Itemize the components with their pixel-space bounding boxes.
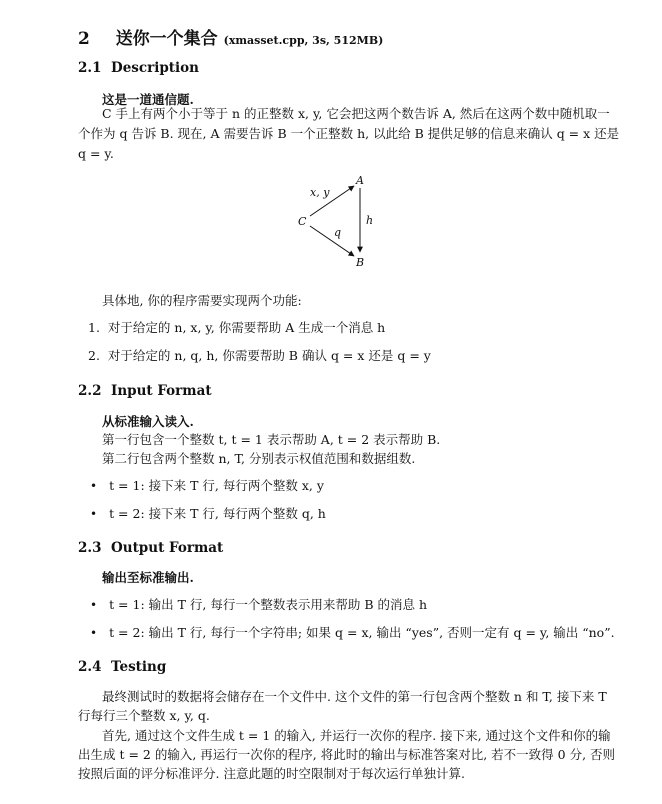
subsection-number: 2.4 [78,659,102,675]
description-item-2 [88,346,431,364]
subsection-input-heading [78,383,212,399]
subsection-title: Output Format [111,540,224,556]
node-b: B [356,256,365,269]
subsection-number: 2.3 [78,540,102,556]
subsection-testing-heading [78,659,166,675]
bullet-marker: • [90,598,98,612]
description-lead: 这是一道通信题. [102,92,194,107]
testing-line-1: 最终测试时的数据将会储存在一个文件中. 这个文件的第一行包含两个整数 n 和 T, 接下来 T [102,689,607,704]
edge-label-q: q [334,226,342,239]
input-bullet-2 [90,504,326,522]
bullet-marker: • [90,507,98,521]
subsection-title: Testing [111,659,167,675]
section-title [78,24,383,49]
edge-label-xy: x, y [310,186,330,199]
subsection-output-heading [78,540,223,556]
bullet-text: t = 1: 输出 T 行, 每行一个整数表示用来帮助 B 的消息 h [109,597,428,612]
edge-c-to-b [310,226,354,256]
node-c: C [298,215,307,228]
description-line-2: 个作为 q 告诉 B. 现在, A 需要告诉 B 一个正整数 h, 以此给 B 提供足够的信息来确认 q = x 还是 [78,126,620,141]
section-meta: (xmasset.cpp, 3s, 512MB) [223,34,384,47]
testing-line-2: 行每行三个整数 x, y, q. [78,708,210,723]
input-line-2: 第二行包含两个整数 n, T, 分别表示权值范围和数据组数. [102,451,416,466]
subsection-title: Input Format [111,383,212,399]
bullet-marker: • [90,626,98,640]
bullet-marker: • [90,479,98,493]
node-a: A [356,174,364,187]
item-marker: 2. [88,348,100,363]
description-line-3: q = y. [78,146,114,161]
input-lead: 从标准输入读入. [102,414,194,429]
bullet-text: t = 2: 接下来 T 行, 每行两个整数 q, h [109,506,326,521]
output-lead: 输出至标准输出. [102,570,194,585]
output-bullet-1 [90,595,427,613]
description-intro: 具体地, 你的程序需要实现两个功能: [102,293,302,308]
testing-line-4: 出生成 t = 2 的输入, 再运行一次你的程序, 将此时的输出与标准答案对比, 若不一致得 0 分, 否则 [78,747,616,762]
bullet-text: t = 2: 输出 T 行, 每行一个字符串; 如果 q = x, 输出 “yes”, 否则一定有 q = y, 输出 “no”. [109,625,615,640]
output-bullet-2 [90,623,615,641]
communication-diagram [290,172,390,272]
item-marker: 1. [88,320,100,335]
testing-line-3: 首先, 通过这个文件生成 t = 1 的输入, 并运行一次你的程序. 接下来, 通过这个文件和你的输 [102,728,611,743]
input-bullet-1 [90,476,324,494]
item-text: 对于给定的 n, q, h, 你需要帮助 B 确认 q = x 还是 q = y [107,348,431,363]
description-item-1 [88,318,385,336]
item-text: 对于给定的 n, x, y, 你需要帮助 A 生成一个消息 h [107,320,386,335]
section-title-text: 送你一个集合 [115,29,218,49]
input-line-1: 第一行包含一个整数 t, t = 1 表示帮助 A, t = 2 表示帮助 B. [102,432,441,447]
section-number: 2 [78,29,90,49]
subsection-title: Description [111,60,199,76]
subsection-number: 2.1 [78,60,102,76]
testing-line-5: 按照后面的评分标准评分. 注意此题的时空限制对于每次运行单独计算. [78,766,465,781]
subsection-description-heading [78,60,199,76]
description-line-1: C 手上有两个小于等于 n 的正整数 x, y, 它会把这两个数告诉 A, 然后在这两个数中随机取一 [102,106,610,121]
bullet-text: t = 1: 接下来 T 行, 每行两个整数 x, y [109,478,324,493]
edge-label-h: h [366,214,374,227]
subsection-number: 2.2 [78,383,102,399]
